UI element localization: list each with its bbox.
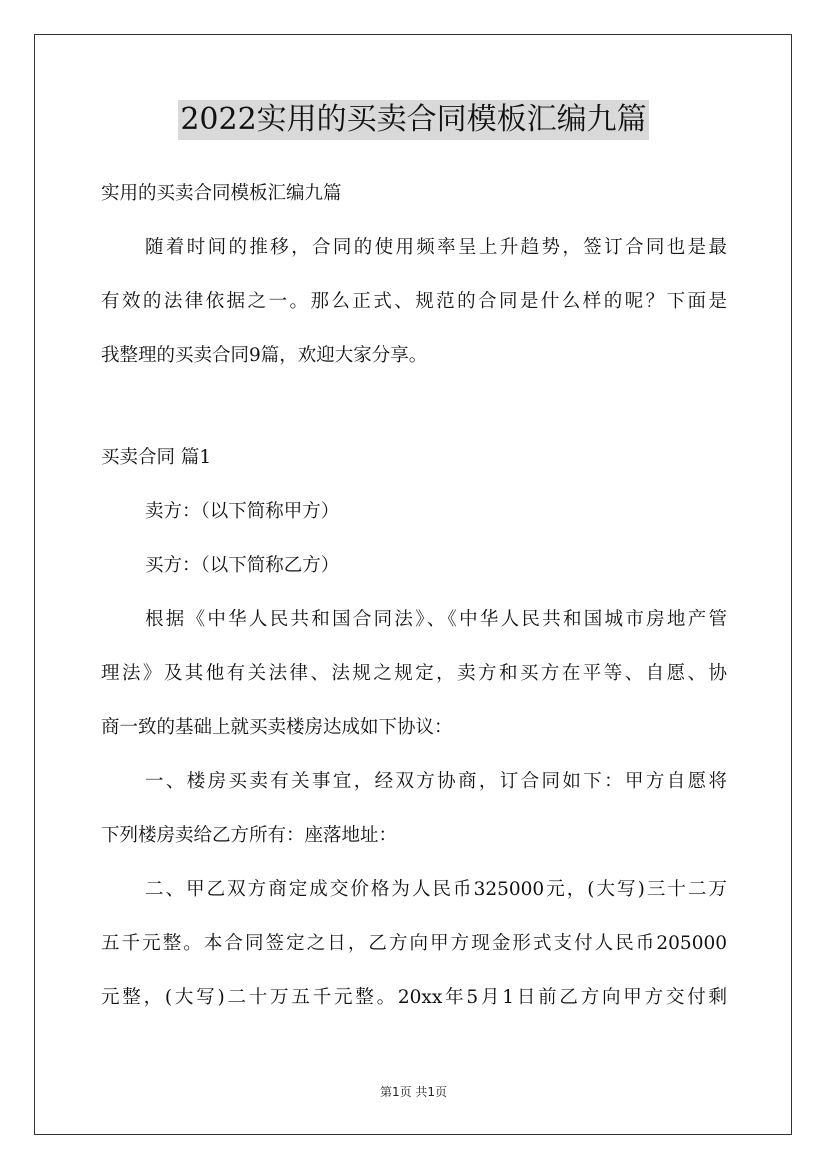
document-body	[101, 172, 727, 1030]
clause2-line-2: 五千元整。本合同签定之日，乙方向甲方现金形式支付人民币205000	[101, 933, 727, 954]
basis-line-1: 根据《中华人民共和国合同法》、《中华人民共和国城市房地产管	[145, 609, 727, 630]
basis-line-2: 理法》及其他有关法律、法规之规定，卖方和买方在平等、自愿、协	[101, 663, 727, 684]
clause2-line-3: 元整，(大写)二十万五千元整。20xx年5月1日前乙方向甲方交付剩	[101, 987, 727, 1008]
title-container	[0, 100, 827, 140]
intro-line-2: 有效的法律依据之一。那么正式、规范的合同是什么样的呢？下面是	[101, 291, 727, 312]
clause1-line-2: 下列楼房卖给乙方所有：座落地址：	[101, 825, 398, 846]
seller-line: 卖方：（以下简称甲方）	[145, 501, 340, 522]
section-spacer	[101, 388, 727, 436]
buyer-line: 买方：（以下简称乙方）	[145, 555, 340, 576]
intro-line-1: 随着时间的推移，合同的使用频率呈上升趋势，签订合同也是最	[145, 237, 727, 258]
section-heading: 买卖合同 篇1	[101, 447, 212, 468]
clause2-line-1: 二、甲乙双方商定成交价格为人民币325000元，(大写)三十二万	[145, 879, 727, 900]
document-subtitle: 实用的买卖合同模板汇编九篇	[101, 183, 342, 204]
intro-line-3: 我整理的买卖合同9篇，欢迎大家分享。	[101, 345, 428, 366]
basis-line-3: 商一致的基础上就买卖楼房达成如下协议：	[101, 717, 453, 738]
clause1-line-1: 一、楼房买卖有关事宜，经双方协商，订合同如下：甲方自愿将	[145, 771, 727, 792]
page-footer: 第1页 共1页	[379, 1085, 448, 1099]
document-title: 2022实用的买卖合同模板汇编九篇	[178, 100, 648, 140]
